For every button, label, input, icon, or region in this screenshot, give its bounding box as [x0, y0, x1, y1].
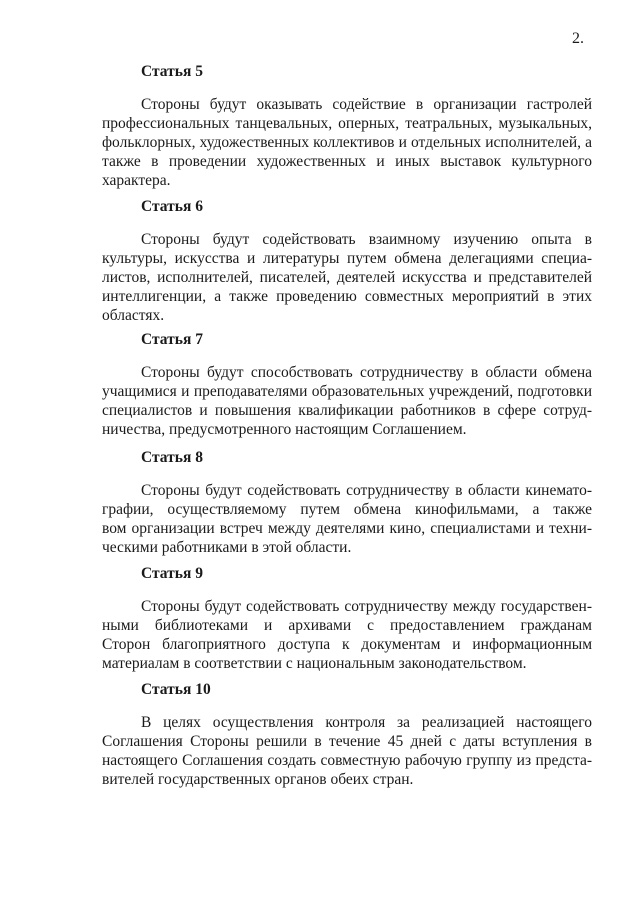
paragraph-line: ными библиотеками и архивами с предоставлением гражданам [102, 617, 592, 634]
paragraph-line: материалам в соответствии с национальным законодательством. [102, 655, 527, 672]
paragraph-line: Стороны будут оказывать содействие в организации гастролей [141, 96, 592, 113]
paragraph-line: специалистов и повышения квалификации работников в сфере сотруд- [102, 402, 592, 419]
article-section [102, 680, 592, 789]
article-section [102, 330, 592, 439]
article-section [102, 448, 592, 557]
paragraph-line: профессиональных танцевальных, оперных, театральных, музыкальных, [102, 115, 592, 132]
article-paragraph [102, 713, 592, 789]
paragraph-line: областях. [102, 307, 165, 324]
article-heading: Статья 5 [141, 63, 203, 80]
paragraph-line: листов, исполнителей, писателей, деятелей искусства и представителей [102, 269, 592, 286]
article-heading: Статья 10 [141, 681, 211, 698]
article-section [102, 62, 592, 190]
paragraph-line: интеллигенции, а также проведению совместных мероприятий в этих [102, 288, 592, 305]
paragraph-line: Стороны будут способствовать сотрудничеству в области обмена [141, 364, 592, 381]
article-paragraph [102, 95, 592, 190]
paragraph-line: Соглашения Стороны решили в течение 45 дней с даты вступления в [102, 733, 592, 750]
paragraph-line: учащимися и преподавателями образовательных учреждений, подготовки [102, 383, 592, 400]
article-section [102, 197, 592, 325]
paragraph-line: характера. [102, 172, 171, 189]
article-paragraph [102, 363, 592, 439]
page-number: 2. [572, 30, 584, 47]
paragraph-line: ничества, предусмотренного настоящим Соглашением. [102, 421, 467, 438]
article-paragraph [102, 230, 592, 325]
paragraph-line: также в проведении художественных и иных выставок культурного [102, 153, 592, 170]
paragraph-line: Стороны будут содействовать сотрудничеству в области кинемато- [141, 482, 592, 499]
article-heading: Статья 6 [141, 198, 203, 215]
article-heading: Статья 9 [141, 565, 203, 582]
paragraph-line: вом организации встреч между деятелями кино, специалистами и техни- [102, 520, 592, 537]
article-paragraph [102, 597, 592, 673]
article-section [102, 564, 592, 673]
paragraph-line: вителей государственных органов обеих стран. [102, 771, 414, 788]
paragraph-line: Сторон благоприятного доступа к документам и информационным [102, 636, 592, 653]
paragraph-line: настоящего Соглашения создать совместную рабочую группу из предста- [102, 752, 592, 769]
article-paragraph [102, 481, 592, 557]
paragraph-line: культуры, искусства и литературы путем обмена делегациями специа- [102, 250, 592, 267]
paragraph-line: ческими работниками в этой области. [102, 539, 352, 556]
paragraph-line: Стороны будут содействовать сотрудничеству между государствен- [141, 598, 592, 615]
article-heading: Статья 7 [141, 331, 203, 348]
paragraph-line: Стороны будут содействовать взаимному изучению опыта в [141, 231, 592, 248]
paragraph-line: фольклорных, художественных коллективов и отдельных исполнителей, а [102, 134, 592, 151]
paragraph-line: графии, осуществляемому путем обмена кинофильмами, а также [102, 501, 592, 518]
paragraph-line: В целях осуществления контроля за реализацией настоящего [141, 714, 592, 731]
article-heading: Статья 8 [141, 449, 203, 466]
